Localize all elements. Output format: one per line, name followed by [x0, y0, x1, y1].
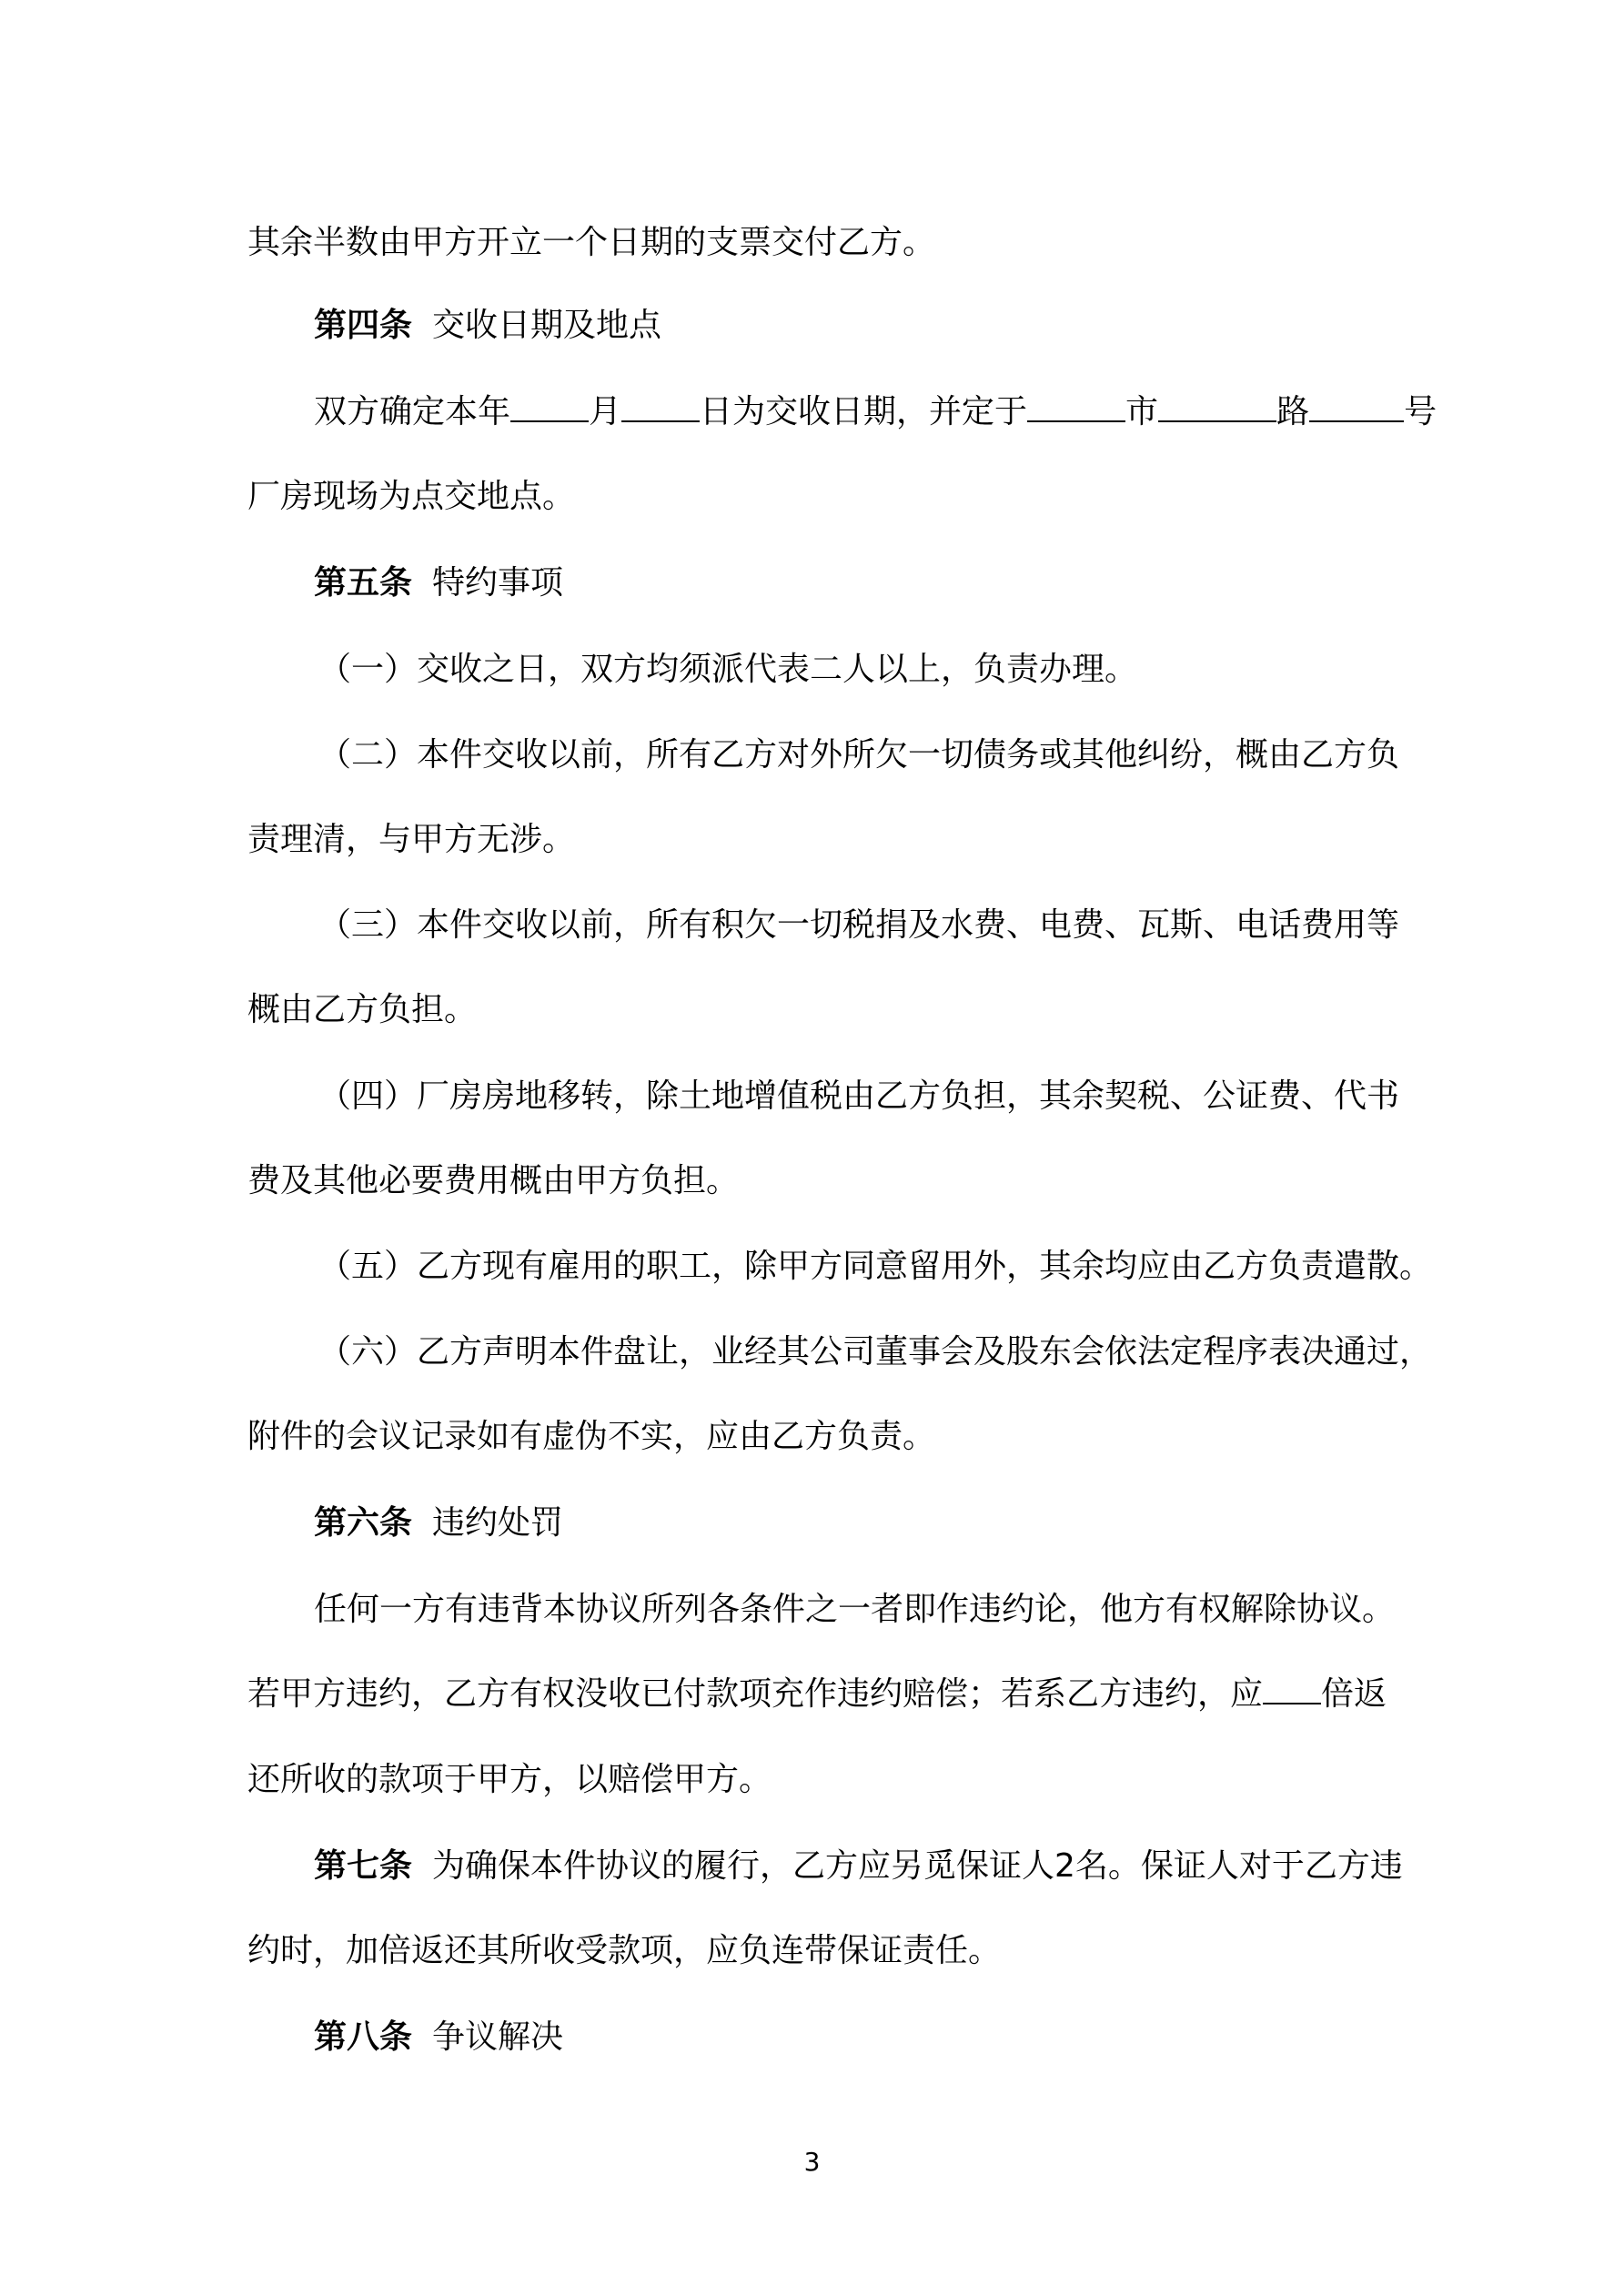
- article-title: 交收日期及地点: [432, 307, 662, 344]
- article-8-heading: [314, 2016, 563, 2059]
- text-part: 双方确定本年: [314, 393, 511, 430]
- paragraph-line: 责理清，与甲方无涉。: [247, 821, 576, 858]
- clause-6: （六）乙方声明本件盘让，业经其公司董事会及股东会依法定程序表决通过，: [318, 1333, 1433, 1371]
- fill-blank-multiple: [1263, 1675, 1321, 1704]
- article-4-heading: [314, 304, 661, 348]
- fill-blank-month: [510, 393, 589, 422]
- article-title: 争议解决: [432, 2018, 564, 2056]
- article-label: 第四条: [314, 307, 413, 344]
- article-label: 第七条: [314, 1847, 413, 1885]
- text-part: 月: [589, 393, 622, 430]
- article-title: 特约事项: [432, 564, 564, 602]
- paragraph-line: 概由乙方负担。: [247, 991, 478, 1028]
- article-5-heading: [314, 561, 563, 605]
- paragraph-line: 还所收的款项于甲方，以赔偿甲方。: [247, 1761, 772, 1798]
- clause-2: （二）本件交收以前，所有乙方对外所欠一切债务或其他纠纷，概由乙方负: [318, 736, 1400, 774]
- penalty-line: [247, 1673, 1387, 1716]
- paragraph-line: 附件的会议记录如有虚伪不实，应由乙方负责。: [247, 1418, 936, 1455]
- paragraph-line: 厂房现场为点交地点。: [247, 478, 576, 515]
- paragraph-line: 其余半数由甲方开立一个日期的支票交付乙方。: [247, 224, 936, 261]
- text-part: 倍返: [1321, 1675, 1387, 1713]
- article-7-heading: [314, 1845, 1403, 1888]
- fill-blank-city: [1027, 393, 1125, 422]
- article-title: 违约处罚: [432, 1504, 564, 1542]
- article-6-heading: [314, 1502, 563, 1545]
- article-label: 第五条: [314, 564, 413, 602]
- article-text: 为确保本件协议的履行，乙方应另觅保证人2名。保证人对于乙方违: [432, 1847, 1403, 1885]
- fill-blank-number: [1309, 393, 1404, 422]
- clause-1: （一）交收之日，双方均须派代表二人以上，负责办理。: [318, 651, 1138, 688]
- text-part: 路: [1276, 393, 1310, 430]
- text-part: 若甲方违约，乙方有权没收已付款项充作违约赔偿；若系乙方违约，应: [247, 1675, 1264, 1713]
- text-part: 日为交收日期，并定于: [700, 393, 1028, 430]
- clause-3: （三）本件交收以前，所有积欠一切税捐及水费、电费、瓦斯、电话费用等: [318, 906, 1400, 944]
- article-label: 第六条: [314, 1504, 413, 1542]
- clause-5: （五）乙方现有雇用的职工，除甲方同意留用外，其余均应由乙方负责遣散。: [318, 1248, 1433, 1285]
- text-part: 号: [1404, 393, 1437, 430]
- text-part: 市: [1125, 393, 1159, 430]
- page-number: 3: [803, 2147, 821, 2177]
- paragraph-line: 任何一方有违背本协议所列各条件之一者即作违约论，他方有权解除协议。: [314, 1591, 1396, 1628]
- paragraph-line: 费及其他必要费用概由甲方负担。: [247, 1162, 740, 1199]
- article-label: 第八条: [314, 2018, 413, 2056]
- paragraph-line: 约时，加倍返还其所收受款项，应负连带保证责任。: [247, 1932, 1002, 1969]
- fill-blank-road: [1158, 393, 1276, 422]
- date-line: [314, 390, 1437, 434]
- clause-4: （四）厂房房地移转，除土地增值税由乙方负担，其余契税、公证费、代书: [318, 1077, 1400, 1115]
- fill-blank-day: [621, 393, 700, 422]
